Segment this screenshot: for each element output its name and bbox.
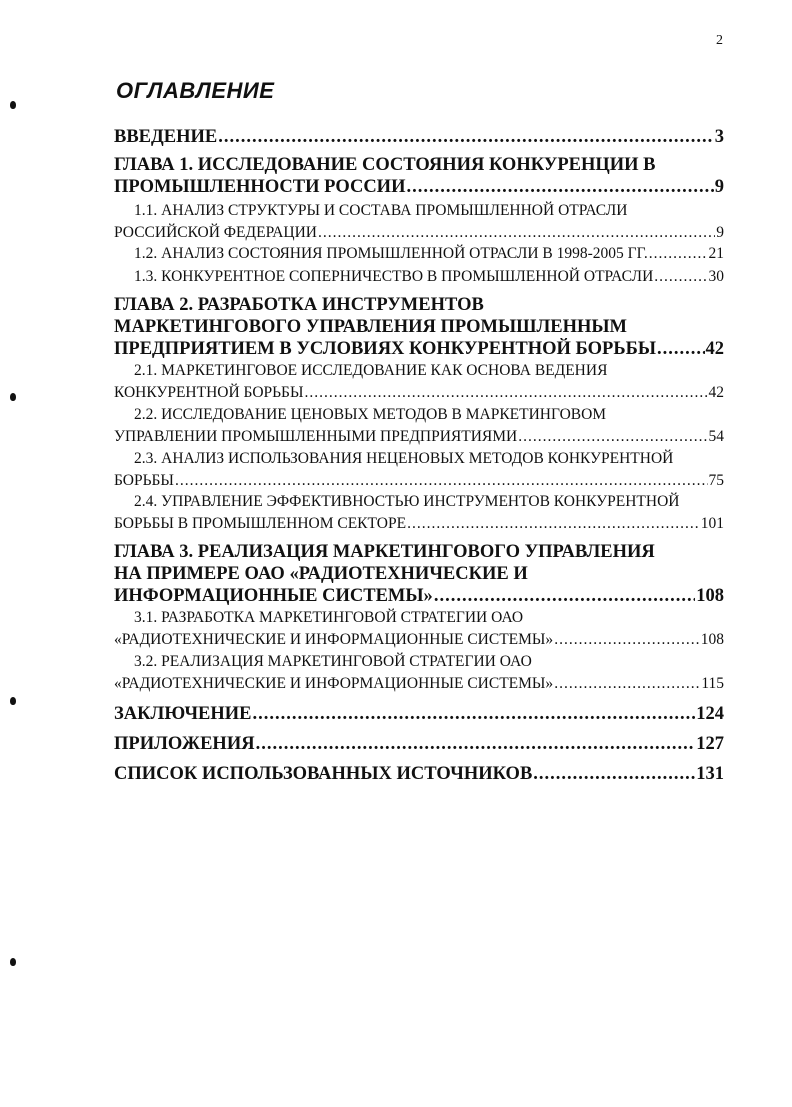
- toc-leader-dots: [654, 266, 707, 288]
- margin-dot-mark: [10, 393, 16, 401]
- toc-entry[interactable]: [114, 200, 724, 244]
- toc-leader-dots: [406, 176, 713, 198]
- toc-entry-title: СПИСОК ИСПОЛЬЗОВАННЫХ ИСТОЧНИКОВ: [114, 764, 533, 784]
- toc-leader-dots: [649, 243, 708, 265]
- toc-page-number: 75: [708, 472, 724, 489]
- toc-entry-title: ИНФОРМАЦИОННЫЕ СИСТЕМЫ»: [114, 586, 433, 606]
- page-number: 2: [716, 33, 723, 48]
- toc-entry-title: ЗАКЛЮЧЕНИЕ: [114, 704, 252, 724]
- toc-entry-title: 2.1. МАРКЕТИНГОВОЕ ИССЛЕДОВАНИЕ КАК ОСНОВА ВЕДЕНИЯ: [134, 362, 608, 379]
- toc-entry-title: «РАДИОТЕХНИЧЕСКИЕ И ИНФОРМАЦИОННЫЕ СИСТЕМЫ»: [114, 631, 554, 648]
- toc-entry-title: ПРЕДПРИЯТИЕМ В УСЛОВИЯХ КОНКУРЕНТНОЙ БОРЬБЫ: [114, 339, 656, 359]
- toc-entry[interactable]: [114, 243, 724, 265]
- toc-entry[interactable]: [114, 294, 724, 360]
- toc-entry-title: 2.3. АНАЛИЗ ИСПОЛЬЗОВАНИЯ НЕЦЕНОВЫХ МЕТОДОВ КОНКУРЕНТНОЙ: [134, 450, 674, 467]
- toc-entry-title: 1.3. КОНКУРЕНТНОЕ СОПЕРНИЧЕСТВО В ПРОМЫШЛЕННОЙ ОТРАСЛИ: [134, 268, 654, 285]
- toc-entry[interactable]: [114, 703, 724, 725]
- toc-entry-title: 1.2. АНАЛИЗ СОСТОЯНИЯ ПРОМЫШЛЕННОЙ ОТРАСЛИ В 1998-2005 ГГ.: [134, 245, 648, 262]
- toc-entry[interactable]: [114, 763, 724, 785]
- toc-entry-title: ВВЕДЕНИЕ: [114, 127, 218, 147]
- toc-entry[interactable]: [114, 404, 724, 448]
- toc-entry[interactable]: [114, 126, 724, 148]
- toc-entry-title: ПРИЛОЖЕНИЯ: [114, 734, 255, 754]
- toc-page-number: 9: [716, 224, 724, 241]
- toc-entry-title: ГЛАВА 1. ИССЛЕДОВАНИЕ СОСТОЯНИЯ КОНКУРЕНЦИИ В: [114, 155, 656, 175]
- toc-entry-title: ГЛАВА 2. РАЗРАБОТКА ИНСТРУМЕНТОВ: [114, 295, 484, 315]
- toc-leader-dots: [253, 703, 696, 725]
- toc-entry[interactable]: [114, 491, 724, 535]
- toc-page-number: 9: [714, 177, 724, 197]
- toc-entry-title: НА ПРИМЕРЕ ОАО «РАДИОТЕХНИЧЕСКИЕ И: [114, 564, 528, 584]
- toc-leader-dots: [533, 763, 695, 785]
- toc-entry[interactable]: [114, 651, 724, 695]
- toc-leader-dots: [434, 585, 695, 607]
- toc-leader-dots: [554, 629, 700, 651]
- toc-page-number: 30: [708, 268, 724, 285]
- toc-entry-title: МАРКЕТИНГОВОГО УПРАВЛЕНИЯ ПРОМЫШЛЕННЫМ: [114, 317, 627, 337]
- toc-title: ОГЛАВЛЕНИЕ: [116, 78, 275, 103]
- toc-entry-title: 3.2. РЕАЛИЗАЦИЯ МАРКЕТИНГОВОЙ СТРАТЕГИИ ОАО: [134, 653, 532, 670]
- toc-entry[interactable]: [114, 448, 724, 492]
- toc-leader-dots: [256, 733, 696, 755]
- toc-page-number: 21: [708, 245, 724, 262]
- margin-dot-mark: [10, 101, 16, 109]
- toc-leader-dots: [518, 426, 707, 448]
- toc-leader-dots: [175, 470, 708, 492]
- toc-entry[interactable]: [114, 607, 724, 651]
- toc-page-number: 42: [705, 339, 724, 359]
- toc-page-number: 42: [708, 384, 724, 401]
- toc-entry-title: 3.1. РАЗРАБОТКА МАРКЕТИНГОВОЙ СТРАТЕГИИ ОАО: [134, 609, 524, 626]
- toc-entry-title: 2.2. ИССЛЕДОВАНИЕ ЦЕНОВЫХ МЕТОДОВ В МАРКЕТИНГОВОМ: [134, 406, 607, 423]
- toc-entry-title: БОРЬБЫ: [114, 472, 174, 489]
- toc-page-number: 108: [696, 586, 724, 606]
- toc-page-number: 115: [701, 675, 724, 692]
- margin-dot-mark: [10, 697, 16, 705]
- toc-entry-title: КОНКУРЕНТНОЙ БОРЬБЫ: [114, 384, 304, 401]
- toc-page-number: 127: [696, 734, 724, 754]
- toc-page-number: 124: [696, 704, 724, 724]
- toc-entry[interactable]: [114, 360, 724, 404]
- toc-entry[interactable]: [114, 266, 724, 288]
- toc-leader-dots: [304, 382, 707, 404]
- toc-page-number: 3: [714, 127, 724, 147]
- toc-entry-title: ПРОМЫШЛЕННОСТИ РОССИИ: [114, 177, 406, 197]
- toc-page-number: 54: [708, 428, 724, 445]
- toc-page-number: 108: [700, 631, 724, 648]
- toc-leader-dots: [657, 338, 705, 360]
- toc-entry-title: УПРАВЛЕНИИ ПРОМЫШЛЕННЫМИ ПРЕДПРИЯТИЯМИ: [114, 428, 518, 445]
- toc-leader-dots: [318, 222, 715, 244]
- toc-entry-title: 1.1. АНАЛИЗ СТРУКТУРЫ И СОСТАВА ПРОМЫШЛЕННОЙ ОТРАСЛИ: [134, 202, 628, 219]
- toc-leader-dots: [407, 513, 700, 535]
- toc-leader-dots: [218, 126, 714, 148]
- toc-entry-title: 2.4. УПРАВЛЕНИЕ ЭФФЕКТИВНОСТЬЮ ИНСТРУМЕНТОВ КОНКУРЕНТНОЙ: [134, 493, 680, 510]
- toc-entry-title: РОССИЙСКОЙ ФЕДЕРАЦИИ: [114, 224, 317, 241]
- toc-entry[interactable]: [114, 541, 724, 607]
- toc-entry-title: «РАДИОТЕХНИЧЕСКИЕ И ИНФОРМАЦИОННЫЕ СИСТЕМЫ»: [114, 675, 554, 692]
- toc-leader-dots: [554, 673, 700, 695]
- margin-dot-mark: [10, 958, 16, 966]
- toc-entry[interactable]: [114, 733, 724, 755]
- toc-entry-title: БОРЬБЫ В ПРОМЫШЛЕННОМ СЕКТОРЕ: [114, 515, 407, 532]
- toc-entry[interactable]: [114, 154, 724, 198]
- toc-page-number: 131: [696, 764, 724, 784]
- toc-entry-title: ГЛАВА 3. РЕАЛИЗАЦИЯ МАРКЕТИНГОВОГО УПРАВЛЕНИЯ: [114, 542, 655, 562]
- toc-page-number: 101: [700, 515, 724, 532]
